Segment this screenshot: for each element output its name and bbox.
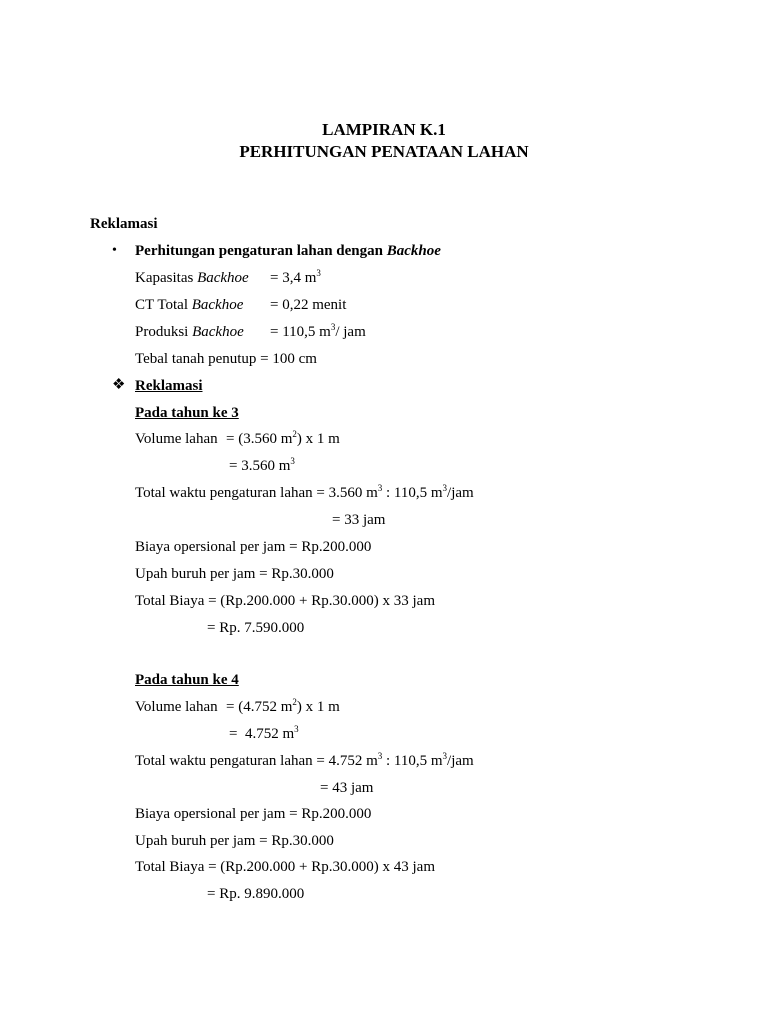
year4-waktu-a: Total waktu pengaturan lahan = 4.752 $m^3$ : 110,5 $m^3$/jam xyxy=(135,751,474,769)
year4-heading: Pada tahun ke 4 xyxy=(135,672,239,688)
page-title: LAMPIRAN K.1 xyxy=(322,120,446,139)
year3-total-a: Total Biaya = (Rp.200.000 + Rp.30.000) x 33 jam xyxy=(135,593,436,609)
sub-heading: Reklamasi xyxy=(135,378,203,394)
year3-upah: Upah buruh per jam = Rp.30.000 xyxy=(135,566,334,582)
year3-heading: Pada tahun ke 3 xyxy=(135,405,239,421)
year3-biaya-op: Biaya opersional per jam = Rp.200.000 xyxy=(135,539,372,555)
param-value-produksi: = 110,5 $m^3/$ jam xyxy=(270,322,366,340)
year3-total-b: = Rp. 7.590.000 xyxy=(207,620,305,636)
param-label-ct: CT Total Backhoe xyxy=(135,297,244,313)
diamond-bullet-icon: ❖ xyxy=(112,377,126,393)
year4-upah: Upah buruh per jam = Rp.30.000 xyxy=(135,833,334,849)
param-value-ct: = 0,22 menit xyxy=(270,297,347,313)
year4-vol-label: Volume lahan xyxy=(135,699,218,715)
year4-biaya-op: Biaya opersional per jam = Rp.200.000 xyxy=(135,806,372,822)
year4-waktu-b: = 43 jam xyxy=(320,780,374,796)
section-heading: Reklamasi xyxy=(90,216,158,232)
year4-total-a: Total Biaya = (Rp.200.000 + Rp.30.000) x 43 jam xyxy=(135,859,436,875)
year3-vol-b: = 3.560 $m^3$ xyxy=(229,456,295,474)
param-value-kapasitas: = 3,4 $m^3$ xyxy=(270,268,321,286)
page-subtitle: PERHITUNGAN PENATAAN LAHAN xyxy=(239,142,529,161)
year3-vol-a: = (3.560 $m^2$) x 1 m xyxy=(226,429,340,447)
param-label-produksi: Produksi Backhoe xyxy=(135,324,244,340)
bullet-text: Perhitungan pengaturan lahan dengan Backhoe xyxy=(135,243,441,259)
tebal-line: Tebal tanah penutup = 100 cm xyxy=(135,351,317,367)
year4-total-b: = Rp. 9.890.000 xyxy=(207,886,305,902)
year3-vol-label: Volume lahan xyxy=(135,431,218,447)
year3-waktu-b: = 33 jam xyxy=(332,512,386,528)
year4-vol-a: = (4.752 $m^2$) x 1 m xyxy=(226,697,340,715)
param-label-kapasitas: Kapasitas Backhoe xyxy=(135,270,249,286)
year4-vol-b: = 4.752 $m^3$ xyxy=(229,724,299,742)
year3-waktu-a: Total waktu pengaturan lahan = 3.560 $m^3$ : 110,5 $m^3$/jam xyxy=(135,483,474,501)
bullet-dot-icon: • xyxy=(112,243,117,258)
